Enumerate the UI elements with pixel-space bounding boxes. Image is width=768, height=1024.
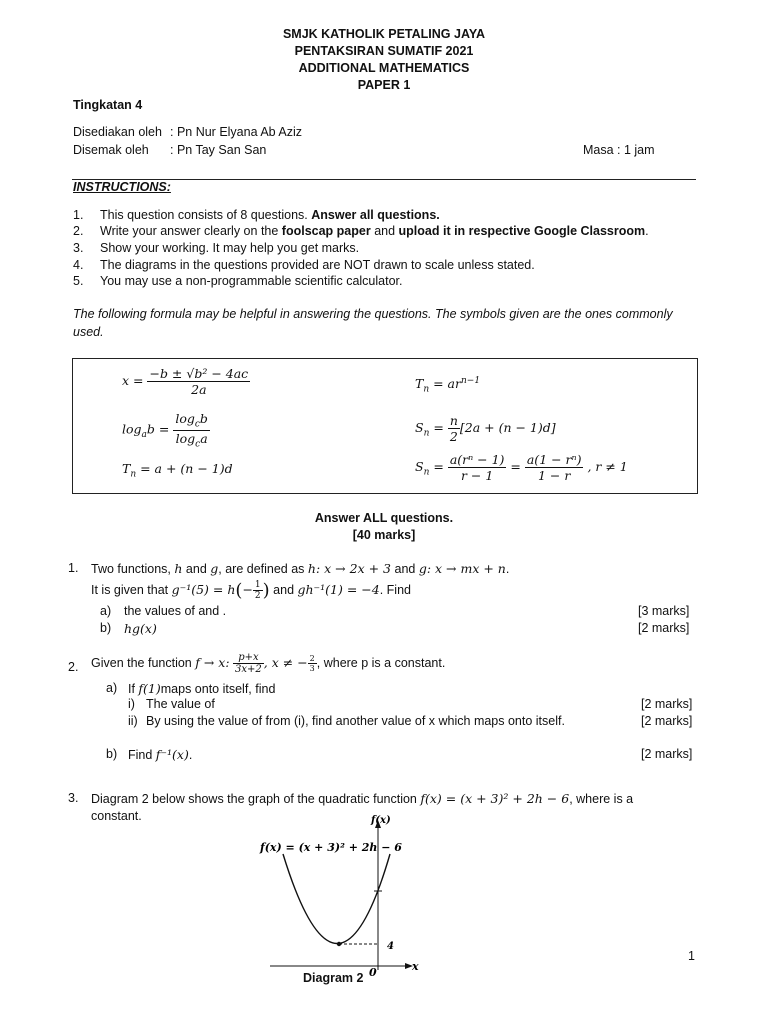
q3-line-1 [91,791,633,806]
q3-text: , where is a [569,792,634,806]
instruction-3: Show your working. It may help you get marks. [100,241,360,255]
exam-title: PENTAKSIRAN SUMATIF 2021 [294,44,474,58]
instruction-text: Write your answer clearly on the [100,224,282,238]
formula-fraction [173,411,210,449]
fraction-denominator: 1 − r [537,468,571,483]
gp-term-formula [415,376,480,395]
q2-math: , x ≠ − [263,654,308,670]
fraction-denominator: 2 [449,429,458,444]
formula-condition: , r ≠ 1 [583,459,628,474]
instruction-num: 4. [73,258,84,272]
q1b-marks: [2 marks] [638,621,690,635]
q1-fraction [253,580,263,601]
q1-math: ) [262,580,270,601]
fraction-numerator: n [449,413,458,428]
q1b-text: hg(x) [124,621,157,636]
q2-text: , where p is a constant. [316,655,446,670]
checked-value: : Pn Tay San San [170,143,267,157]
instruction-num: 2. [73,224,84,238]
instruction-text: . [645,224,649,238]
minimum-value-label: 4 [387,941,394,952]
formula-fraction [448,413,460,444]
formula-lhs: x = [122,373,144,388]
ap-term-formula [122,461,233,480]
prepared-label: Disediakan oleh [73,125,162,139]
checked-label: Disemak oleh [73,143,149,157]
formula-symbol: S [415,459,424,474]
origin-label: 0 [369,966,377,979]
q3-line-2: constant. [91,809,142,823]
x-axis-label: x [412,960,419,973]
form-label: Tingkatan 4 [73,98,143,112]
fraction-numerator: 1 [254,580,261,590]
q1-math: g [210,561,219,576]
q2-text: Find [128,748,156,762]
formula-subscript: c [194,419,200,430]
formula-lhs: b = [146,421,170,437]
q2ai-marks: [2 marks] [641,697,693,711]
formula-symbol: S [415,420,424,435]
q1a-label: a) [100,604,112,618]
curve-label: f(x) = (x + 3)² + 2h − 6 [260,841,402,854]
instruction-5: You may use a non-programmable scientific calculator. [100,274,403,288]
log-text: b [199,411,208,426]
fraction-numerator [173,411,210,431]
diagram-caption: Diagram 2 [303,971,364,985]
q2a-label: a) [106,681,118,695]
question-number: 1. [68,561,79,575]
answer-all-heading: Answer ALL questions. [314,511,454,525]
gp-sum-formula [415,452,628,483]
q1b-label: b) [100,621,112,635]
log-text: log [175,430,196,446]
fraction-numerator: 2 [309,654,315,663]
instruction-text: This question consists of 8 questions. [100,208,312,222]
q2-text: maps onto itself, find [160,682,276,696]
instruction-emphasis: upload it in respective Google Classroom [398,224,646,238]
instruction-emphasis: Answer all questions. [311,208,440,222]
fraction-denominator: 3x+2 [235,664,262,675]
q2ai-label: i) [128,697,135,711]
formula-symbol: T [122,461,131,476]
q2ai-text: The value of [146,697,215,711]
time-allowed: Masa : 1 jam [583,143,655,157]
school-name: SMJK KATHOLIK PETALING JAYA [282,27,486,41]
q1-math: ( [235,580,243,601]
q2-text: . [188,748,193,762]
formula-rhs: = a + (n − 1)d [136,461,233,476]
q2b-marks: [2 marks] [641,747,693,761]
instruction-4: The diagrams in the questions provided are NOT drawn to scale unless stated. [100,258,535,272]
page-number: 1 [688,949,695,963]
instruction-emphasis: foolscap paper [281,224,371,238]
formula-rhs: = ar [429,376,461,392]
fraction-denominator [173,431,210,450]
q2a-text [128,681,275,696]
log-change-base-formula [122,411,210,449]
fraction-denominator: 3 [309,664,315,673]
q1-text: and [182,562,211,576]
q2aii-text: By using the value of from (i), find another value of x which maps onto itself. [146,714,565,728]
q3-text: Diagram 2 below shows the graph of the quadratic function [91,792,421,806]
q1-text: . [505,562,510,576]
q2aii-label: ii) [128,714,138,728]
q1-text: , are defined as [218,562,308,576]
diagram-2 [250,808,430,986]
formula-eq: = [506,459,525,474]
instruction-num: 5. [73,274,84,288]
ap-sum-formula [415,413,556,444]
formula-note: The following formula may be helpful in answering the questions. The symbols given are the ones commonly [73,307,673,321]
parabola-curve [283,854,390,944]
fraction-numerator: p+x [233,652,264,664]
q2-text: If [128,682,139,696]
formula-superscript: n−1 [461,376,481,386]
q1-math: gh⁻¹(1) = −4 [297,581,380,597]
formula-subscript: n [423,428,430,439]
fraction-denominator: 2a [191,382,207,397]
q1a-text: the values of and . [124,604,227,618]
formula-subscript: c [195,439,201,449]
formula-eq: = [429,420,444,435]
q1-math: h: x → 2x + 3 [307,561,392,576]
question-number: 3. [68,791,79,805]
prepared-value: : Pn Nur Elyana Ab Aziz [170,125,303,139]
fraction-numerator: a(1 − rⁿ) [526,452,582,467]
q1-math: − [242,581,253,597]
q2-fraction [233,652,264,675]
q1-text: Two functions, [91,562,175,576]
log-text: a [200,430,208,446]
q1-text: It is given that [91,582,172,597]
q3-math: f(x) = (x + 3)² + 2h − 6 [420,791,570,806]
minimum-point [337,942,341,946]
q2-line-1 [91,652,445,675]
instruction-num: 1. [73,208,84,222]
formula-eq: = [429,459,444,474]
q1-text: . Find [379,582,411,597]
subject-title: ADDITIONAL MATHEMATICS [298,61,470,75]
fraction-numerator: a(rⁿ − 1) [449,452,505,467]
q1-text: and [269,582,298,597]
total-marks: [40 marks] [352,528,416,542]
q2-math: f⁻¹(x) [155,747,189,762]
q1-line-1 [91,561,509,576]
formula-subscript: a [141,430,147,440]
log-text: log [175,411,195,426]
q2-text: Given the function [91,655,196,670]
formula-subscript: n [423,384,430,395]
formula-fraction [147,366,250,397]
formula-symbol: T [415,376,424,392]
q1a-marks: [3 marks] [638,604,690,618]
formula-lhs: log [122,421,142,437]
q2-math: f → x: [195,654,230,670]
q2-fraction [308,654,317,673]
formula-fraction [525,452,584,483]
formula-rhs: [2a + (n − 1)d] [459,420,556,435]
formula-subscript: n [130,469,137,480]
instruction-num: 3. [73,241,84,255]
q1-math: g: x → mx + n [418,561,506,576]
formula-note-cont: used. [73,325,104,339]
instruction-text: and [370,224,399,238]
paper-title: PAPER 1 [357,78,411,92]
q1-math: h [174,561,183,576]
instructions-title: INSTRUCTIONS: [73,180,171,194]
q2b-label: b) [106,747,118,761]
q1-line-2 [91,580,411,601]
y-axis-label: f(x) [371,815,391,826]
instruction-1 [100,208,440,222]
fraction-denominator: r − 1 [460,468,494,483]
quadratic-formula [122,366,250,397]
formula-fraction [448,452,507,483]
q2b-text [128,747,192,762]
formula-subscript: n [423,467,430,478]
fraction-denominator: 2 [254,591,261,601]
instruction-2 [100,224,649,238]
q2aii-marks: [2 marks] [641,714,693,728]
q1-math: g⁻¹(5) = h [171,581,236,597]
fraction-numerator: −b ± √b² − 4ac [149,366,249,381]
q2-math: f(1) [138,681,161,696]
q1-text: and [391,562,419,576]
question-number: 2. [68,660,79,674]
